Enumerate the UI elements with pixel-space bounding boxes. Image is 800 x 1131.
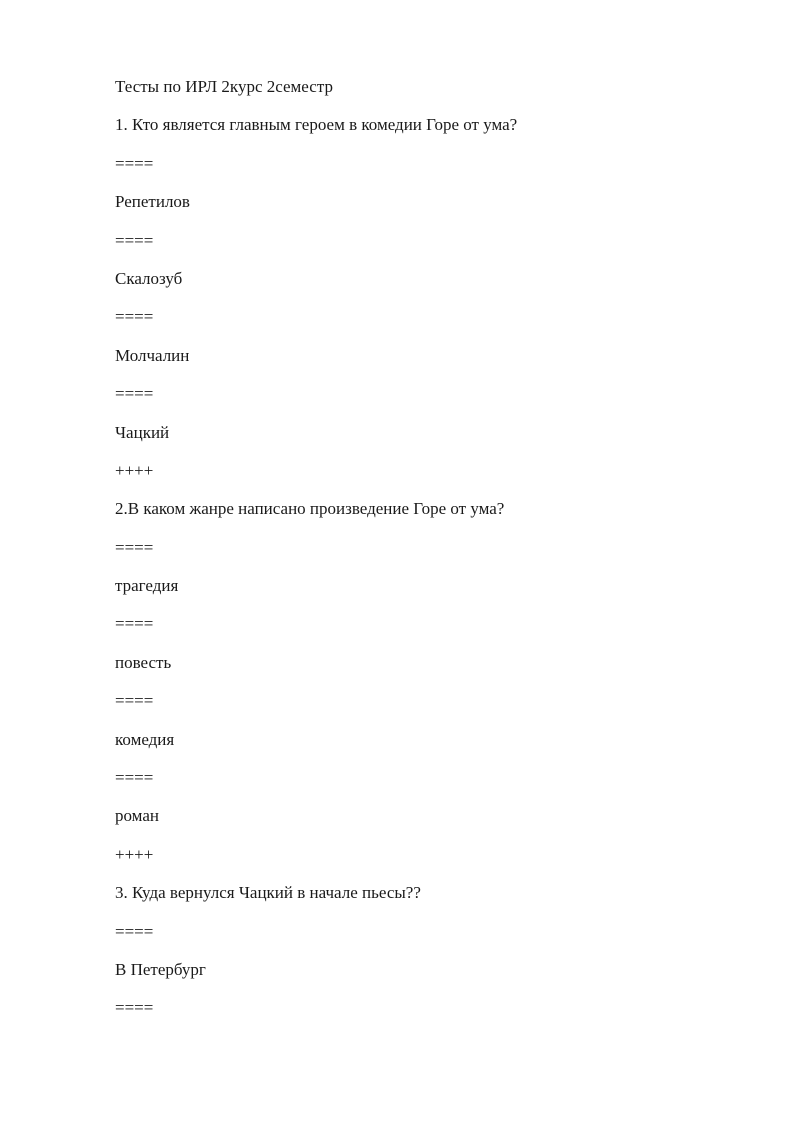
answer-option: Репетилов bbox=[115, 192, 190, 212]
answer-option: В Петербург bbox=[115, 959, 206, 979]
option-separator: ==== bbox=[115, 307, 154, 327]
answer-option: Молчалин bbox=[115, 345, 190, 365]
option-separator: ==== bbox=[115, 921, 154, 941]
answer-option: повесть bbox=[115, 652, 172, 672]
option-separator: ==== bbox=[115, 537, 154, 557]
document-content bbox=[115, 76, 715, 1036]
document-title: Тесты по ИРЛ 2курс 2семестр bbox=[115, 77, 333, 96]
answer-option: комедия bbox=[115, 729, 175, 749]
question-end-marker: ++++ bbox=[115, 844, 154, 864]
option-separator: ==== bbox=[115, 768, 154, 788]
option-separator: ==== bbox=[115, 384, 154, 404]
question-text: 3. Куда вернулся Чацкий в начале пьесы?? bbox=[115, 883, 421, 903]
option-separator: ==== bbox=[115, 691, 154, 711]
option-separator: ==== bbox=[115, 998, 154, 1018]
option-separator: ==== bbox=[115, 153, 154, 173]
answer-option: Чацкий bbox=[115, 422, 170, 442]
option-separator: ==== bbox=[115, 614, 154, 634]
answer-option: роман bbox=[115, 806, 159, 826]
question-text: 2.В каком жанре написано произведение Горе от ума? bbox=[115, 499, 505, 519]
answer-option: трагедия bbox=[115, 576, 179, 596]
option-separator: ==== bbox=[115, 230, 154, 250]
answer-option: Скалозуб bbox=[115, 268, 183, 288]
question-end-marker: ++++ bbox=[115, 460, 154, 480]
question-text: 1. Кто является главным героем в комедии Горе от ума? bbox=[115, 115, 518, 135]
